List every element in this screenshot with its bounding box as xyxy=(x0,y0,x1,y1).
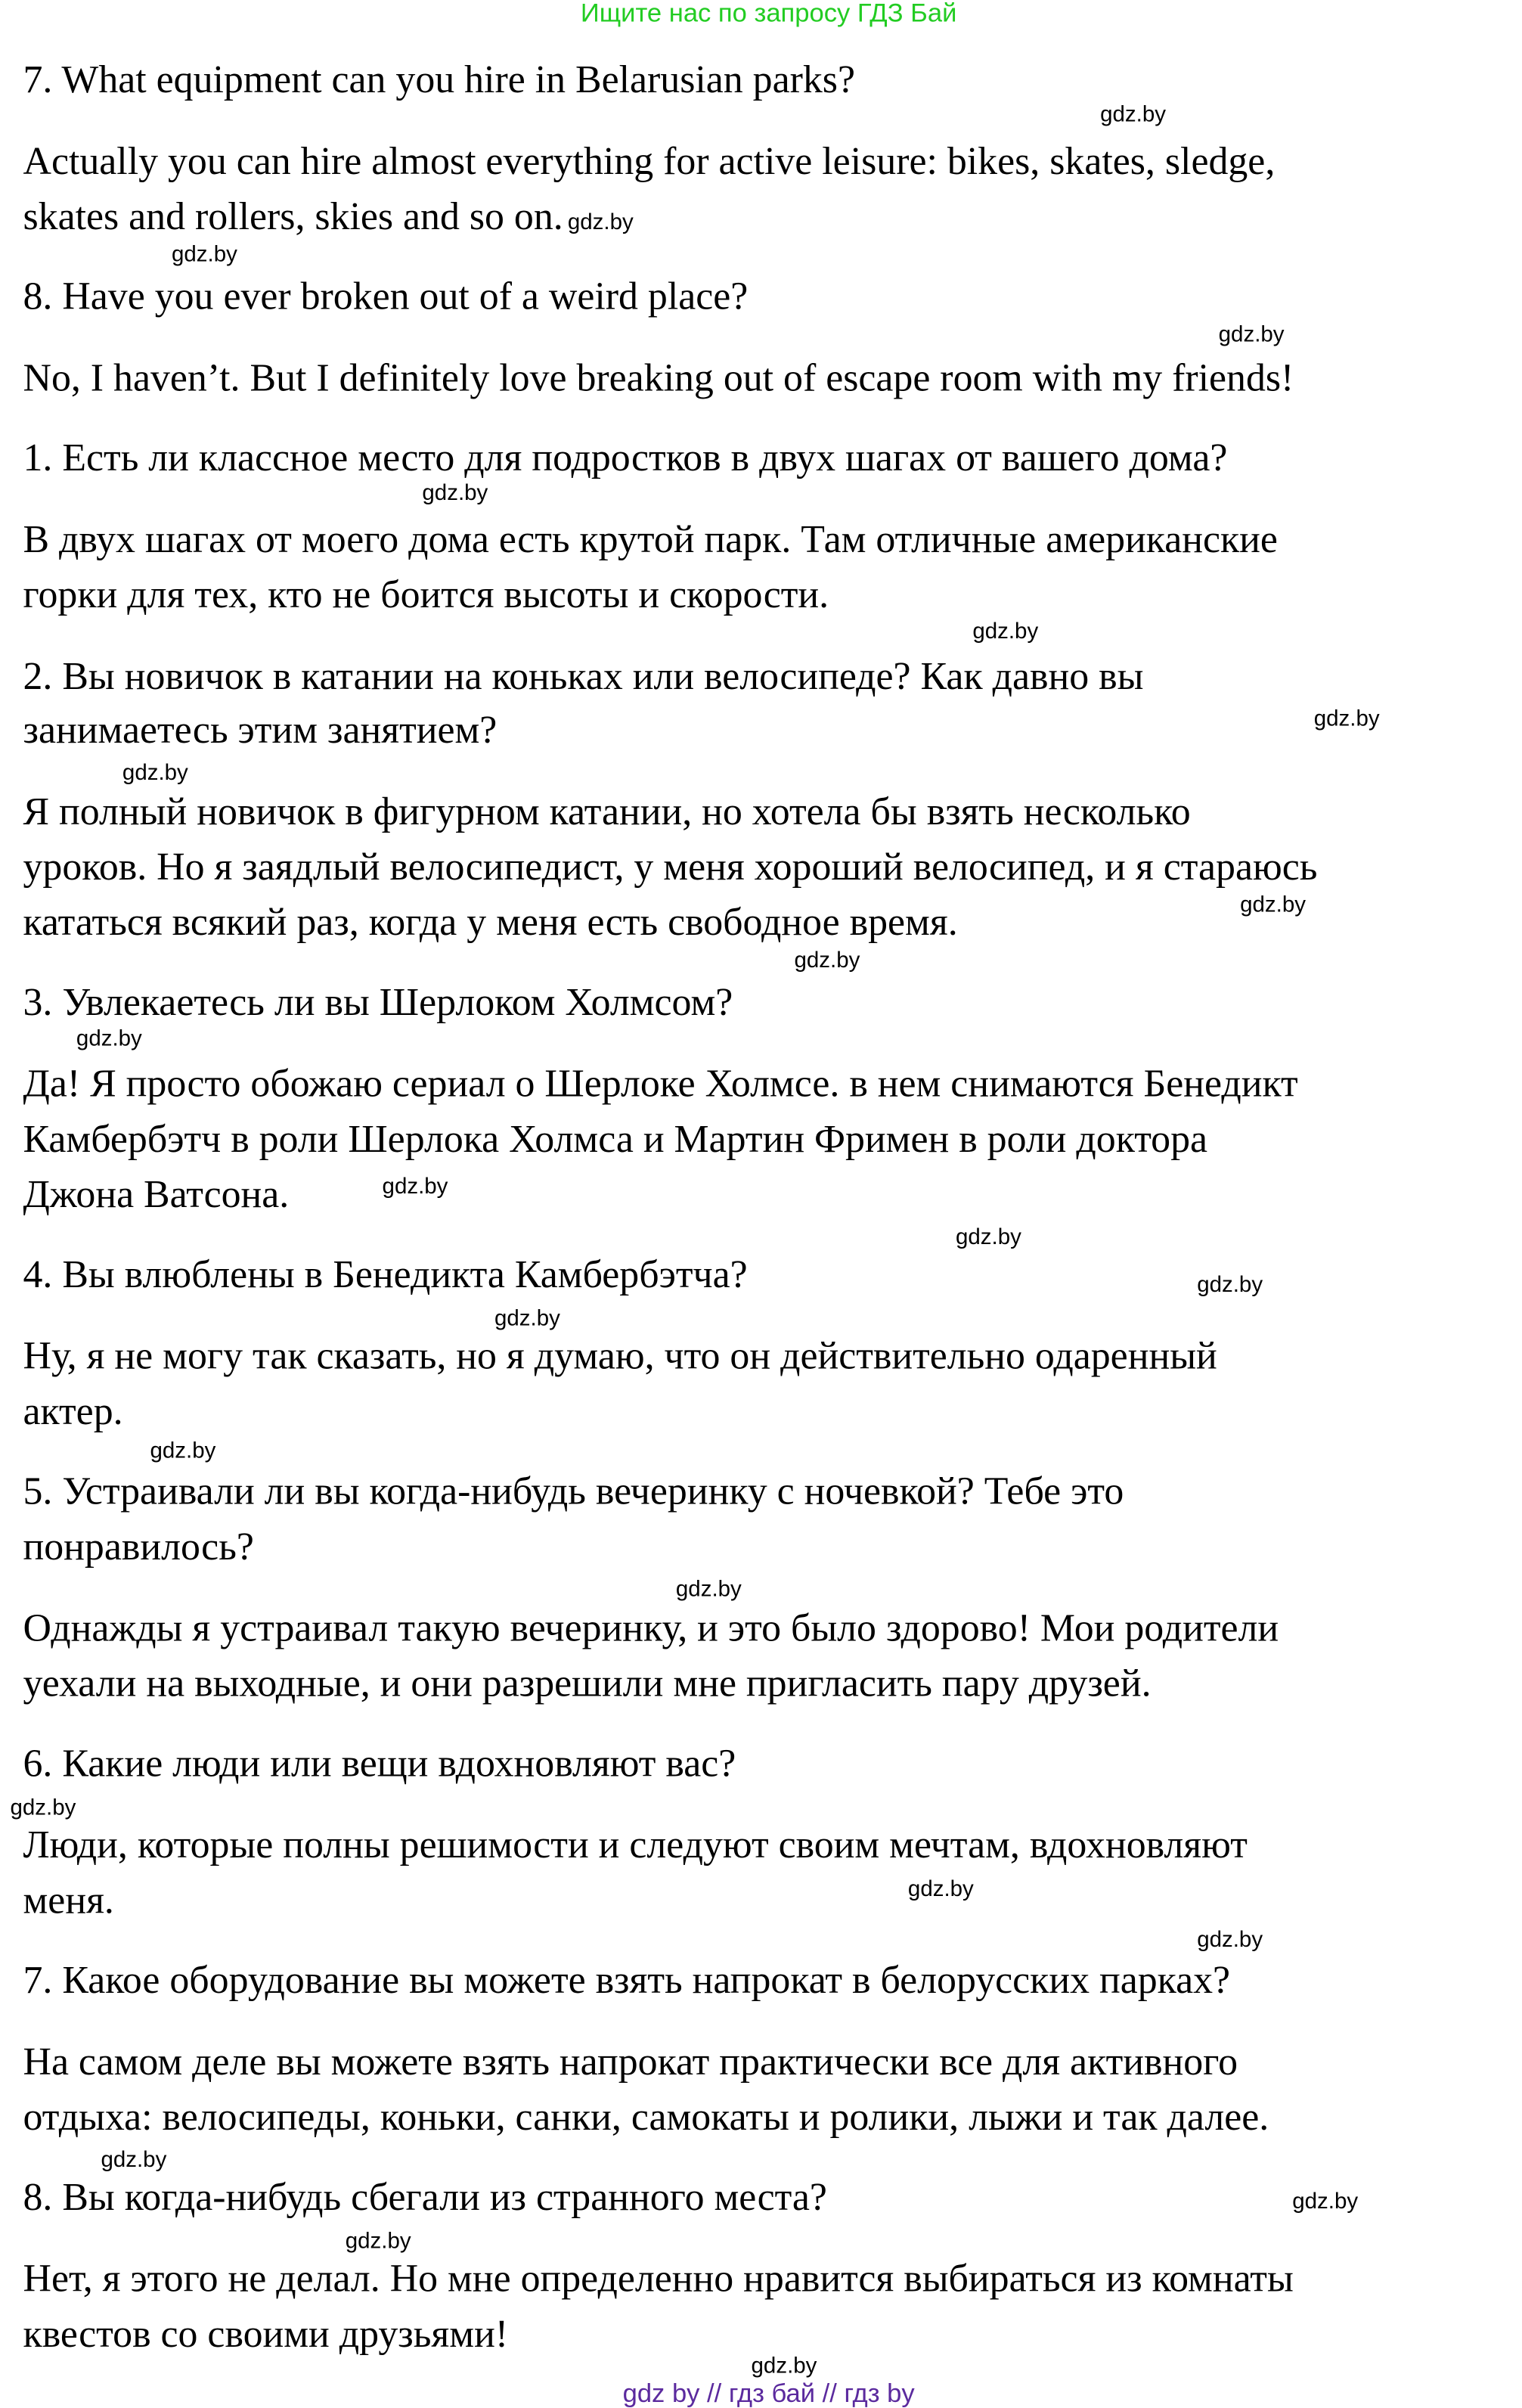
answer-text: актер. xyxy=(23,1389,123,1434)
watermark: gdz.by xyxy=(1100,103,1166,128)
question-text: 6. Какие люди или вещи вдохновляют вас? xyxy=(23,1740,736,1786)
answer-text: Однажды я устраивал такую вечеринку, и это было здорово! Мои родители xyxy=(23,1605,1279,1650)
watermark: gdz.by xyxy=(1313,707,1380,732)
answer-text: В двух шагах от моего дома есть крутой парк. Там отличные американские xyxy=(23,517,1278,562)
question-text: 8. Вы когда-нибудь сбегали из странного места? xyxy=(23,2174,827,2220)
watermark: gdz.by xyxy=(1197,1273,1263,1299)
watermark: gdz.by xyxy=(675,1578,742,1603)
answer-text: Я полный новичок в фигурном катании, но хотела бы взять несколько xyxy=(23,789,1191,834)
question-text: понравилось? xyxy=(23,1524,254,1569)
watermark: gdz.by xyxy=(1218,322,1285,348)
watermark: gdz.by xyxy=(382,1175,448,1199)
watermark: gdz.by xyxy=(171,243,237,268)
answer-text: Actually you can hire almost everything for active leisure: bikes, skates, sledge, xyxy=(23,138,1276,183)
answer-text: Джона Ватсона. xyxy=(23,1171,290,1217)
watermark: gdz.by xyxy=(345,2230,411,2254)
question-text: 3. Увлекаетесь ли вы Шерлоком Холмсом? xyxy=(23,979,733,1025)
watermark: gdz.by xyxy=(494,1307,560,1332)
watermark: gdz.by xyxy=(751,2354,817,2379)
watermark: gdz.by xyxy=(1292,2189,1359,2214)
watermark: gdz.by xyxy=(907,1877,974,1903)
answer-text: Ну, я не могу так сказать, но я думаю, что он действительно одаренный xyxy=(23,1333,1217,1378)
header-banner: Ищите нас по запросу ГДЗ Бай xyxy=(580,0,957,28)
watermark: gdz.by xyxy=(794,948,860,974)
watermark: gdz.by xyxy=(955,1225,1021,1251)
answer-text: уроков. Но я заядлый велосипедист, у меня хороший велосипед, и я стараюсь xyxy=(23,844,1318,889)
answer-text: меня. xyxy=(23,1877,114,1922)
question-text: 1. Есть ли классное место для подростков в двух шагах от вашего дома? xyxy=(23,435,1228,480)
watermark: gdz.by xyxy=(972,619,1039,644)
answer-text: уехали на выходные, и они разрешили мне пригласить пару друзей. xyxy=(23,1660,1152,1705)
watermark: gdz.by xyxy=(1240,893,1307,918)
question-text: 2. Вы новичок в катании на коньках или велосипеде? Как давно вы xyxy=(23,653,1144,699)
answer-text: No, I haven’t. But I definitely love breaking out of escape room with my friends! xyxy=(23,355,1294,400)
question-text: 5. Устраивали ли вы когда-нибудь вечеринку с ночевкой? Тебе это xyxy=(23,1468,1124,1513)
footer-links: gdz by // гдз бай // гдз by xyxy=(622,2379,915,2408)
answer-text: Люди, которые полны решимости и следуют своим мечтам, вдохновляют xyxy=(23,1822,1248,1867)
answer-text: отдыха: велосипеды, коньки, санки, самокаты и ролики, лыжи и так далее. xyxy=(23,2094,1269,2140)
question-text: 4. Вы влюблены в Бенедикта Камбербэтча? xyxy=(23,1252,748,1297)
watermark: gdz.by xyxy=(10,1795,76,1821)
question-text: 7. What equipment can you hire in Belarusian parks? xyxy=(23,57,856,102)
answer-text: кататься всякий раз, когда у меня есть свободное время. xyxy=(23,899,958,945)
watermark: gdz.by xyxy=(101,2148,167,2174)
answer-text: На самом деле вы можете взять напрокат практически все для активного xyxy=(23,2039,1238,2084)
watermark: gdz.by xyxy=(1197,1928,1263,1953)
watermark: gdz.by xyxy=(567,210,634,236)
answer-text: Нет, я этого не делал. Но мне определенно нравится выбираться из комнаты xyxy=(23,2255,1294,2301)
answer-text: Да! Я просто обожаю сериал о Шерлоке Холмсе. в нем снимаются Бенедикт xyxy=(23,1060,1298,1106)
watermark: gdz.by xyxy=(150,1439,216,1464)
answer-text: skates and rollers, skies and so on. xyxy=(23,194,563,239)
watermark: gdz.by xyxy=(122,761,188,787)
watermark: gdz.by xyxy=(76,1027,142,1052)
question-text: 7. Какое оборудование вы можете взять напрокат в белорусских парках? xyxy=(23,1957,1231,2003)
watermark: gdz.by xyxy=(422,481,488,506)
question-text: занимаетесь этим занятием? xyxy=(23,707,498,752)
answer-text: горки для тех, кто не боится высоты и скорости. xyxy=(23,572,829,617)
question-text: 8. Have you ever broken out of a weird place? xyxy=(23,273,749,318)
answer-text: Камбербэтч в роли Шерлока Холмса и Мартин Фримен в роли доктора xyxy=(23,1116,1208,1162)
answer-line xyxy=(23,194,634,239)
answer-text: квестов со своими друзьями! xyxy=(23,2311,509,2357)
